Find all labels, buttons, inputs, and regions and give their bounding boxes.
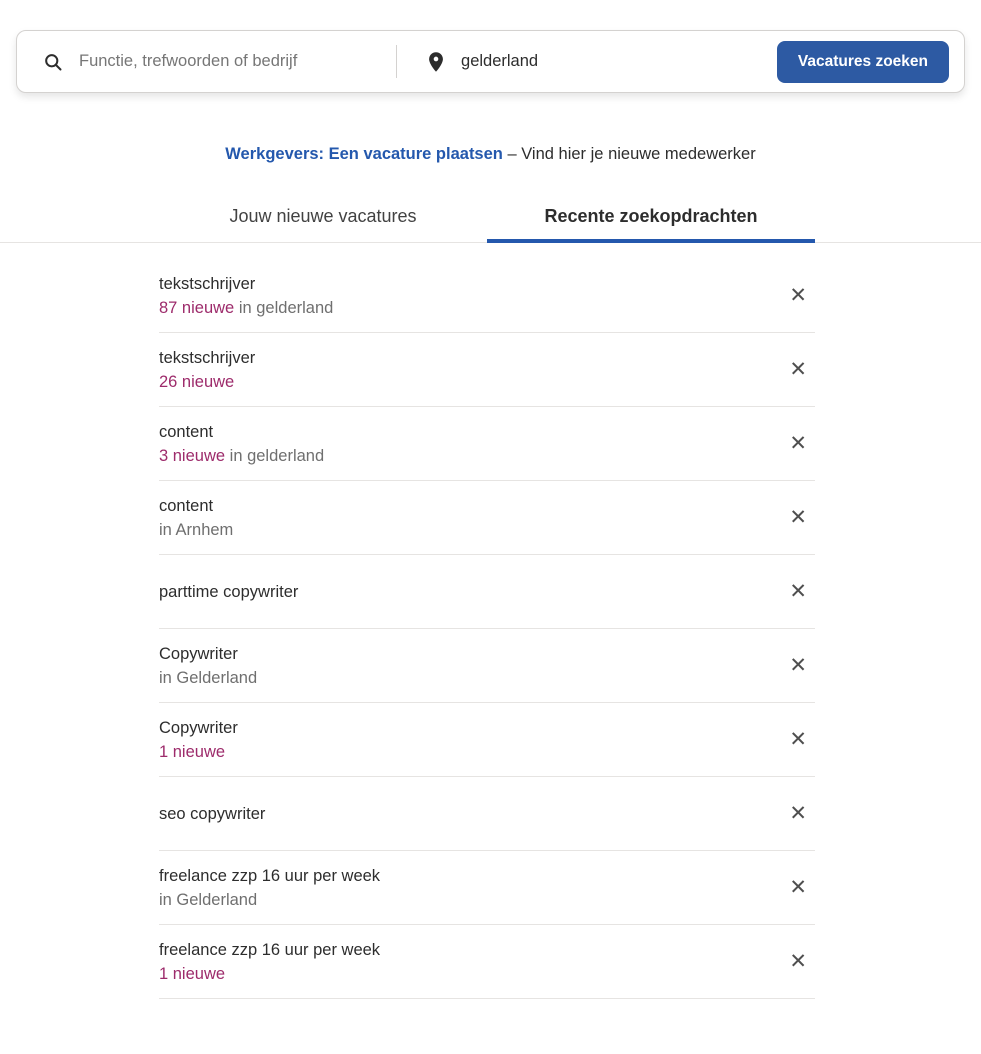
search-query-link[interactable]: Copywriter	[159, 644, 238, 663]
remove-search-button[interactable]	[783, 801, 813, 826]
search-query-link[interactable]: freelance zzp 16 uur per week	[159, 866, 381, 885]
tabs	[159, 192, 815, 242]
recent-search-text	[159, 716, 783, 764]
employer-post-job-link[interactable]: Werkgevers: Een vacature plaatsen	[225, 145, 503, 163]
search-query-link[interactable]: Copywriter	[159, 718, 238, 737]
search-location: in Arnhem	[159, 520, 234, 539]
close-icon: ✕	[789, 357, 807, 381]
recent-search-text	[159, 346, 783, 394]
keyword-input[interactable]	[77, 51, 396, 72]
new-count: 1 nieuwe	[159, 964, 226, 983]
search-location: in Gelderland	[159, 890, 258, 909]
close-icon: ✕	[789, 505, 807, 529]
recent-search-text	[159, 494, 783, 542]
remove-search-button[interactable]	[783, 357, 813, 382]
search-query-link[interactable]: tekstschrijver	[159, 348, 256, 367]
remove-search-button[interactable]	[783, 579, 813, 604]
recent-search-text	[159, 802, 783, 826]
search-query-link[interactable]: seo copywriter	[159, 804, 266, 823]
close-icon: ✕	[789, 727, 807, 751]
search-meta	[159, 962, 783, 986]
remove-search-button[interactable]	[783, 949, 813, 974]
recent-search-row	[159, 259, 815, 333]
search-meta	[159, 518, 783, 542]
search-query-link[interactable]: content	[159, 422, 214, 441]
remove-search-button[interactable]	[783, 653, 813, 678]
tab-recente-zoekopdrachten[interactable]: Recente zoekopdrachten	[487, 192, 815, 243]
recent-search-row	[159, 407, 815, 481]
search-location: in gelderland	[229, 446, 325, 465]
recent-search-row	[159, 925, 815, 999]
search-query-link[interactable]: tekstschrijver	[159, 274, 256, 293]
recent-search-text	[159, 272, 783, 320]
search-location: in gelderland	[238, 298, 334, 317]
employer-line	[0, 145, 981, 164]
remove-search-button[interactable]	[783, 283, 813, 308]
close-icon: ✕	[789, 431, 807, 455]
search-submit-button[interactable]: Vacatures zoeken	[777, 41, 949, 83]
search-bar	[16, 30, 965, 93]
search-meta	[159, 296, 783, 320]
search-query-link[interactable]: parttime copywriter	[159, 582, 299, 601]
recent-search-text	[159, 864, 783, 912]
search-icon	[43, 52, 63, 72]
search-meta	[159, 370, 783, 394]
close-icon: ✕	[789, 949, 807, 973]
employer-line-text: – Vind hier je nieuwe medewerker	[507, 145, 756, 163]
search-meta	[159, 666, 783, 690]
recent-search-text	[159, 642, 783, 690]
remove-search-button[interactable]	[783, 875, 813, 900]
tabs-bar	[0, 192, 981, 243]
tab-jouw-nieuwe-vacatures[interactable]: Jouw nieuwe vacatures	[229, 206, 417, 226]
close-icon: ✕	[789, 801, 807, 825]
close-icon: ✕	[789, 283, 807, 307]
recent-search-text	[159, 420, 783, 468]
search-meta	[159, 888, 783, 912]
recent-search-row	[159, 333, 815, 407]
recent-search-row	[159, 629, 815, 703]
close-icon: ✕	[789, 579, 807, 603]
recent-search-row	[159, 777, 815, 851]
remove-search-button[interactable]	[783, 727, 813, 752]
remove-search-button[interactable]	[783, 505, 813, 530]
remove-search-button[interactable]	[783, 431, 813, 456]
search-meta	[159, 444, 783, 468]
new-count: 3 nieuwe	[159, 446, 226, 465]
recent-search-row	[159, 851, 815, 925]
location-input[interactable]	[459, 51, 777, 72]
new-count: 1 nieuwe	[159, 742, 226, 761]
new-count: 87 nieuwe	[159, 298, 235, 317]
recent-searches-list	[159, 243, 815, 999]
close-icon: ✕	[789, 875, 807, 899]
search-query-link[interactable]: content	[159, 496, 214, 515]
keyword-field[interactable]	[17, 31, 396, 92]
close-icon: ✕	[789, 653, 807, 677]
location-pin-icon	[427, 51, 445, 73]
search-query-link[interactable]: freelance zzp 16 uur per week	[159, 940, 381, 959]
recent-search-text	[159, 580, 783, 604]
recent-search-text	[159, 938, 783, 986]
recent-search-row	[159, 555, 815, 629]
search-meta	[159, 740, 783, 764]
recent-search-row	[159, 481, 815, 555]
location-field[interactable]	[397, 31, 777, 92]
search-location: in Gelderland	[159, 668, 258, 687]
new-count: 26 nieuwe	[159, 372, 235, 391]
recent-search-row	[159, 703, 815, 777]
